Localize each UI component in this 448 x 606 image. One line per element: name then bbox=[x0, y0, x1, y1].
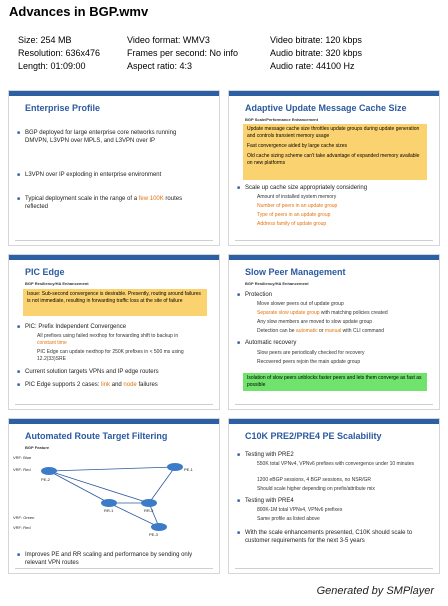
box-line: Update message cache size throttles update groups during update generation and controls transient memory usage bbox=[247, 126, 420, 139]
meta-aspect: Aspect ratio: 4:3 bbox=[127, 61, 193, 71]
highlight-box: Isolation of slow peers unblocks faster peers and lets them converge as fast as possible bbox=[243, 373, 427, 391]
slide-header-bar bbox=[229, 419, 439, 424]
meta-col-3 bbox=[270, 34, 362, 73]
router-icon bbox=[167, 463, 183, 471]
slide-header-bar bbox=[229, 91, 439, 96]
sub-bullet: Address family of update group bbox=[257, 221, 327, 227]
bullet: ■ Scale up cache size appropriately considering bbox=[245, 184, 425, 192]
meta-length: Length: 01:09:00 bbox=[18, 61, 86, 71]
bullet: ■ Improves PE and RR scaling and performance by sending only relevant VPN routes bbox=[25, 551, 205, 567]
bullet: ■ Automatic recovery bbox=[245, 339, 296, 347]
meta-col-1 bbox=[18, 34, 100, 73]
slide-footer-line bbox=[15, 404, 213, 405]
router-icon bbox=[101, 499, 117, 507]
vrf-label: VRF: Red bbox=[13, 467, 31, 472]
sub-bullet: Number of peers in an update group bbox=[257, 203, 338, 209]
box-line: Fast convergence aided by large cache sizes bbox=[247, 143, 348, 149]
bullet: ■ L3VPN over IP exploding in enterprise environment bbox=[25, 171, 205, 179]
slide-title: C10K PRE2/PRE4 PE Scalability bbox=[245, 431, 382, 441]
slide-subtitle: BGP Scale/Performance Enhancement bbox=[245, 117, 319, 122]
bullet: ■ Testing with PRE2 bbox=[245, 451, 294, 459]
network-diagram bbox=[9, 449, 220, 537]
highlight-box bbox=[243, 124, 427, 180]
sub-bullet: Recovered peers rejoin the main update group bbox=[257, 359, 361, 365]
meta-audio-rate: Audio rate: 44100 Hz bbox=[270, 61, 355, 71]
generated-by-footer: Generated by SMPlayer bbox=[316, 585, 434, 597]
bullet bbox=[25, 381, 205, 389]
bullet: ■ Testing with PRE4 bbox=[245, 497, 294, 505]
router-icon bbox=[141, 499, 157, 507]
thumbnail-slide-4[interactable] bbox=[228, 254, 440, 410]
box-line: Old cache sizing scheme can't take advantage of expanded memory available on new platforms bbox=[247, 153, 420, 166]
sub-bullet: 550K total VPNv4, VPNv6 prefixes with convergence under 10 minutes bbox=[257, 461, 415, 467]
bullet-text: failures bbox=[136, 382, 158, 388]
bullet: ■ PIC: Prefix Independent Convergence bbox=[25, 323, 205, 331]
slide-subtitle: BGP Resiliency/HA Enhancement bbox=[245, 281, 309, 286]
slide-footer-line bbox=[235, 568, 433, 569]
vrf-label: VRF: Red bbox=[13, 525, 31, 530]
bullet bbox=[25, 195, 200, 211]
sub-bullet: PIC Edge can update nexthop for 250K prefixes in < 500 ms using 12.2(33)SRE bbox=[37, 349, 184, 362]
bullet: ■ With the scale enhancements presented, C10K should scale to customer requirements for the next 3-5 years bbox=[245, 529, 420, 545]
bullet-highlight: link bbox=[101, 382, 111, 388]
thumbnail-slide-5[interactable] bbox=[8, 418, 220, 574]
file-title: Advances in BGP.wmv bbox=[9, 4, 149, 19]
sub-bullet: Slow peers are periodically checked for recovery bbox=[257, 350, 365, 356]
sub-bullet: Amount of installed system memory bbox=[257, 194, 337, 200]
bullet: ■ Current solution targets VPNs and IP edge routers bbox=[25, 368, 205, 376]
sub-bullet: Type of peers in an update group bbox=[257, 212, 331, 218]
meta-audio-bitrate: Audio bitrate: 320 kbps bbox=[270, 48, 363, 58]
thumbnail-slide-6[interactable] bbox=[228, 418, 440, 574]
slide-subtitle: BGP Resiliency/HA Enhancement bbox=[25, 281, 89, 286]
slide-header-bar bbox=[229, 255, 439, 260]
thumbnail-slide-2[interactable] bbox=[228, 90, 440, 246]
slide-footer-line bbox=[15, 568, 213, 569]
router-icon bbox=[41, 467, 57, 475]
bullet-text: PIC Edge supports 2 cases: bbox=[25, 382, 102, 388]
sub-bullet: All prefixes using failed nexthop for forwarding shift to backup in constant time bbox=[37, 333, 179, 346]
sub-bullet: Separate slow update group with matching policies created bbox=[257, 310, 388, 316]
slide-title: PIC Edge bbox=[25, 267, 65, 277]
slide-title: Slow Peer Management bbox=[245, 267, 346, 277]
sub-bullet: 800K-1M total VPNv4, VPNv6 prefixes bbox=[257, 507, 343, 513]
slide-header-bar bbox=[9, 91, 219, 96]
sub-bullet: Should scale higher depending on prefix/attribute mix bbox=[257, 486, 375, 492]
highlight-box: Issue: Sub-second convergence is desirable. Presently, routing around failures is not immediate, resulting in forwarding traffic loss at the site of failure bbox=[23, 289, 207, 316]
thumbnail-slide-1[interactable] bbox=[8, 90, 220, 246]
slide-footer-line bbox=[15, 240, 213, 241]
slide-title: Enterprise Profile bbox=[25, 103, 101, 113]
vrf-label: VRF: Blue bbox=[13, 455, 32, 460]
meta-size: Size: 254 MB bbox=[18, 35, 72, 45]
slide-title: Adaptive Update Message Cache Size bbox=[245, 103, 407, 113]
node-label: PE-3 bbox=[149, 532, 158, 537]
meta-col-2 bbox=[127, 34, 238, 73]
slide-header-bar bbox=[9, 419, 219, 424]
bullet: ■ BGP deployed for large enterprise core networks running DMVPN, L3VPN over MPLS, and L3VPN over IP bbox=[25, 129, 195, 145]
node-label: RR-1 bbox=[104, 508, 114, 513]
slide-subtitle: BGP Feature bbox=[25, 445, 50, 450]
sub-bullet: Move slower peers out of update group bbox=[257, 301, 344, 307]
node-label: PE-2 bbox=[41, 477, 50, 482]
thumbnail-slide-3[interactable] bbox=[8, 254, 220, 410]
slide-title: Automated Route Target Filtering bbox=[25, 431, 168, 441]
node-label: RR-2 bbox=[144, 508, 154, 513]
meta-video-format: Video format: WMV3 bbox=[127, 35, 210, 45]
vrf-label: VRF: Green bbox=[13, 515, 35, 520]
slide-header-bar bbox=[9, 255, 219, 260]
bullet: ■ Protection bbox=[245, 291, 272, 299]
meta-fps: Frames per second: No info bbox=[127, 48, 239, 58]
node-label: PE-1 bbox=[184, 467, 193, 472]
router-icon bbox=[151, 523, 167, 531]
sub-bullet: Any slow members are moved to slow update group bbox=[257, 319, 373, 325]
meta-video-bitrate: Video bitrate: 120 kbps bbox=[270, 35, 362, 45]
bullet-highlight: node bbox=[123, 382, 137, 388]
meta-resolution: Resolution: 636x476 bbox=[18, 48, 101, 58]
sub-bullet: 1200 eBGP sessions, 4 BGP sessions, no NSR/GR bbox=[257, 477, 372, 483]
slide-footer-line bbox=[235, 240, 433, 241]
bullet-highlight: few 100K bbox=[138, 196, 164, 202]
bullet-text: routes reflected bbox=[25, 196, 183, 210]
sub-bullet: Detection can be automatic or manual with CLI command bbox=[257, 328, 385, 334]
bullet-text: Typical deployment scale in the range of a bbox=[25, 196, 139, 202]
bullet-text: and bbox=[110, 382, 124, 388]
sub-bullet: Same profile as listed above bbox=[257, 516, 320, 522]
slide-footer-line bbox=[235, 404, 433, 405]
